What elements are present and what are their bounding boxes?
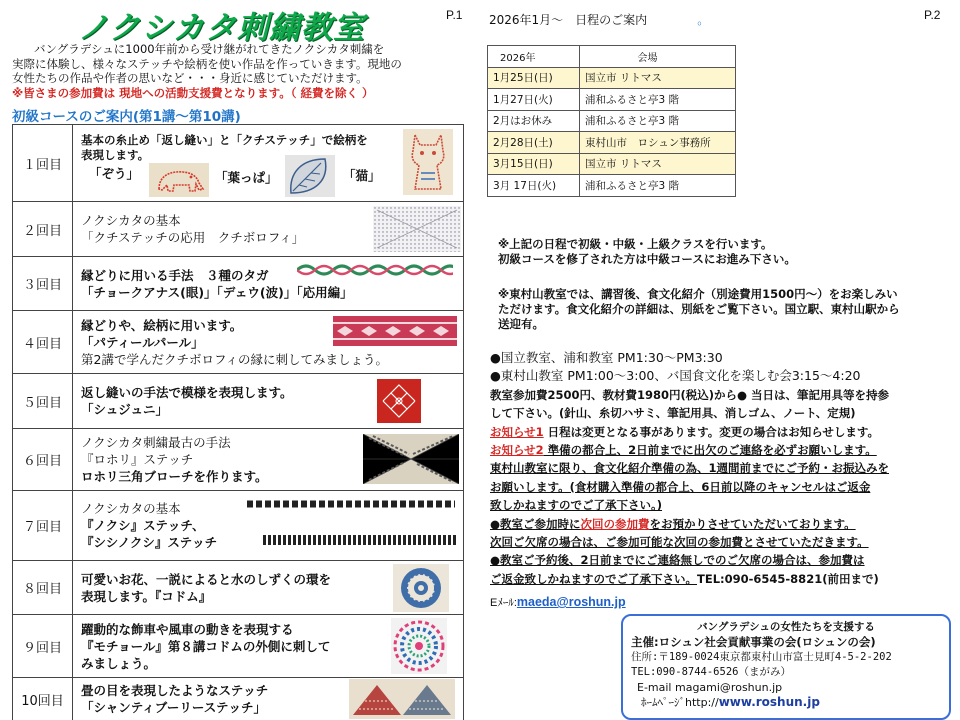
cat-label: 「猫」 — [343, 168, 381, 183]
lesson-line: 表現します。『コドム』 — [81, 588, 212, 604]
lesson-number: ８回目 — [13, 561, 73, 615]
email-line: Eﾒｰﾙ:maeda@roshun.jp — [490, 595, 626, 609]
info-line: ●教室ご予約後、2日前までにご連絡無しでのご欠席の場合は、参加費は — [490, 553, 865, 568]
intro-line-1: バングラデシュに1000年前から受け継がれてきたノクシカタ刺繍を — [34, 42, 385, 56]
elephant-embroidery-image — [149, 163, 209, 197]
schedule-row — [488, 67, 736, 89]
note-line: ※東村山教室では、講習後、食文化紹介（別途費用1500円～）をお楽しみい — [498, 287, 898, 301]
contact-tagline: バングラデシュの女性たちを支援する — [697, 621, 875, 633]
lesson-row — [13, 257, 464, 311]
intro-text — [12, 42, 474, 100]
lesson-line: 表現します。 — [81, 148, 150, 162]
info-line: 東村山教室に限り、食文化紹介準備の為、1週間前までにご予約・お振込みを — [490, 461, 889, 476]
nokshi-stitch-image — [247, 499, 455, 509]
schedule-venue: 国立市 リトマス — [580, 67, 736, 89]
schedule-date: 2月28日(土) — [488, 132, 580, 154]
lesson-row — [13, 678, 464, 720]
elephant-label: 「ぞう」 — [89, 166, 140, 181]
lesson-line: 『ロホリ』ステッチ — [81, 452, 194, 467]
lesson-line: 「パティールパール」 — [81, 334, 204, 350]
lesson-number: ４回目 — [13, 311, 73, 374]
lesson-row — [13, 125, 464, 202]
note-line: 送迎有。 — [498, 317, 544, 331]
info-line: ●東村山教室 PM1:00～3:00、バ国食文化を楽しむ会3:15～4:20 — [490, 368, 861, 384]
lesson-line: 畳の目を表現したようなステッチ — [81, 683, 269, 698]
lesson-description — [73, 615, 464, 678]
info-line: ●国立教室、浦和教室 PM1:30～PM3:30 — [490, 350, 723, 365]
lesson-description — [73, 202, 464, 257]
lesson-line: 『ノクシ』ステッチ、 — [81, 518, 205, 533]
page-number-2: P.2 — [924, 8, 941, 22]
contact-homepage: ﾎｰﾑﾍﾟｰｼﾞhttp://www.roshun.jp — [641, 695, 820, 709]
lesson-line: ノクシカタの基本 — [81, 213, 181, 228]
intro-line-3: 女性たちの作品や作者の思いなど・・・身近に感じていただけます。 — [12, 71, 368, 85]
pattir-par-stitch-image — [333, 316, 457, 346]
lesson-line: ロホリ三角ブローチを作ります。 — [81, 469, 268, 484]
lesson-row — [13, 561, 464, 615]
lesson-description — [73, 678, 464, 720]
lesson-line: 「クチステッチの応用 クチボロフィ」 — [81, 230, 305, 245]
schedule-venue: 浦和ふるさと亭3 階 — [580, 110, 736, 132]
notice-2: お知らせ2 準備の都合上、2日前までに出欠のご連絡を必ずお願いします。 — [490, 443, 877, 458]
lesson-line: 第2講で学んだクチボロフィの縁に刺してみましょう。 — [81, 351, 388, 367]
schedule-venue: 浦和ふるさと亭3 階 — [580, 89, 736, 111]
lesson-number: ５回目 — [13, 374, 73, 429]
lesson-line: 「チョークアナス(眼)」「デェウ(波)」「応用編」 — [81, 284, 353, 300]
lesson-line: ノクシカタの基本 — [81, 501, 181, 516]
email-link[interactable]: maeda@roshun.jp — [516, 595, 626, 609]
lessons-table — [12, 124, 464, 720]
class-info — [490, 349, 948, 588]
contact-email: E-mail magami@roshun.jp — [637, 681, 783, 694]
info-line: 次回ご欠席の場合は、ご参加可能な次回の参加費とさせていただきます。 — [490, 535, 869, 550]
note-line: ただけます。食文化紹介の詳細は、別紙をご覧下さい。国立駅、東村山駅から — [498, 302, 900, 316]
cat-embroidery-image — [403, 129, 453, 195]
schedule-venue: 東村山市 ロシュン事務所 — [580, 132, 736, 154]
schedule-venue: 浦和ふるさと亭3 階 — [580, 175, 736, 197]
lesson-line: 可愛いお花、一説によると水のしずくの環を — [81, 571, 332, 587]
schedule-date: 3月 17日(火) — [488, 175, 580, 197]
lesson-number: ７回目 — [13, 491, 73, 561]
rohori-stitch-image — [363, 434, 459, 484]
lesson-line: 縁どりや、絵柄に用います。 — [81, 317, 243, 333]
class-level-note — [498, 237, 943, 267]
notice-1: お知らせ1 日程は変更となる事があります。変更の場合はお知らせします。 — [490, 424, 879, 439]
page-number-1: P.1 — [446, 8, 463, 22]
kuchi-stitch-image — [373, 206, 461, 252]
lesson-row — [13, 311, 464, 374]
info-line: して下さい。(針山、糸切ハサミ、筆記用具、消しゴム、ノート、定規) — [490, 406, 856, 421]
page-title: ノクシカタ刺繍教室 — [78, 10, 366, 46]
lesson-description — [73, 311, 464, 374]
food-culture-note — [498, 287, 948, 332]
lesson-line: 躍動的な飾車や風車の動きを表現する — [81, 621, 294, 637]
schedule-date: 2月はお休み — [488, 110, 580, 132]
homepage-link[interactable]: www.roshun.jp — [718, 695, 820, 709]
info-line: 教室参加費2500円、教材費1980円(税込)から● 当日は、筆記用具等を持参 — [490, 387, 890, 402]
lesson-row — [13, 202, 464, 257]
lesson-line: 『シシノクシ』ステッチ — [81, 535, 218, 550]
lesson-line: 「シャンティブーリーステッチ」 — [81, 700, 267, 715]
lesson-number: 10回目 — [13, 678, 73, 720]
lesson-number: １回目 — [13, 125, 73, 202]
lesson-description — [73, 125, 464, 202]
schedule-table — [487, 45, 736, 197]
info-line: ご返金致しかねますのでご了承下さい。TEL:090-6545-8821(前田まで) — [490, 571, 879, 586]
schedule-col-date: 2026年 — [488, 46, 580, 68]
kodom-flower-image — [393, 564, 449, 612]
shishi-nokshi-stitch-image — [263, 533, 457, 547]
lesson-row — [13, 429, 464, 491]
leaf-label: 「葉っぱ」 — [215, 170, 278, 185]
lesson-description — [73, 374, 464, 429]
taga-stitch-image — [297, 262, 453, 278]
lesson-number: ６回目 — [13, 429, 73, 491]
lesson-number: ３回目 — [13, 257, 73, 311]
section-heading: 初級コースのご案内(第1講～第10講) — [12, 109, 241, 125]
schedule-col-venue: 会場 — [580, 46, 736, 68]
schedule-row — [488, 132, 736, 154]
mochor-wheel-image — [391, 618, 447, 674]
contact-box — [621, 614, 951, 720]
schedule-date: 1月27日(火) — [488, 89, 580, 111]
info-line: ●教室ご参加時に次回の参加費をお預かりさせていただいております。 — [490, 516, 856, 531]
contact-address: 住所:〒189-0024東京都東村山市富士見町4-5-2-202 — [631, 651, 892, 663]
schedule-row — [488, 153, 736, 175]
lesson-row — [13, 374, 464, 429]
schedule-date: 1月25日(日) — [488, 67, 580, 89]
lesson-line: 返し縫いの手法で模様を表現します。 — [81, 385, 293, 400]
schedule-venue: 国立市 リトマス — [580, 153, 736, 175]
schedule-heading: 2026年1月～ 日程のご案内 。 — [489, 13, 710, 27]
info-line: お願いします。(食材購入準備の都合上、6日前以降のキャンセルはご返金 — [490, 479, 871, 494]
lesson-description — [73, 561, 464, 615]
sujuni-stitch-image — [377, 379, 421, 423]
note-line: 初級コースを修了された方は中級コースにお進み下さい。 — [498, 252, 796, 266]
lesson-number: ９回目 — [13, 615, 73, 678]
schedule-header-row — [488, 46, 736, 68]
note-line: ※上記の日程で初級・中級・上級クラスを行います。 — [498, 237, 773, 251]
lesson-description — [73, 491, 464, 561]
lesson-line: 『モチョール』第８講コドムの外側に刺して — [81, 638, 331, 654]
intro-line-2: 実際に体験し、様々なステッチや絵柄を使い作品を作っていきます。現地の — [12, 56, 402, 71]
lesson-line: 縁どりに用いる手法 ３種のタガ — [81, 267, 269, 283]
intro-fee-note: ※皆さまの参加費は 現地への活動支援費となります。（ 経費を除く ） — [12, 85, 374, 100]
schedule-date: 3月15日(日) — [488, 153, 580, 175]
lesson-line: みましょう。 — [81, 655, 157, 671]
lesson-description — [73, 257, 464, 311]
lesson-line: 「シュジュニ」 — [81, 402, 169, 417]
shanti-buri-stitch-image — [349, 679, 455, 719]
lesson-number: ２回目 — [13, 202, 73, 257]
lesson-description — [73, 429, 464, 491]
schedule-row — [488, 175, 736, 197]
schedule-row — [488, 110, 736, 132]
lesson-line: ノクシカタ刺繍最古の手法 — [81, 435, 231, 450]
contact-phone: TEL:090-8744-6526（まがみ） — [631, 666, 791, 678]
info-line: 致しかねますのでご了承下さい。) — [490, 498, 663, 513]
lesson-line: 基本の糸止め「返し縫い」と「クチステッチ」で絵柄を — [81, 133, 368, 147]
leaf-embroidery-image — [285, 155, 335, 197]
lesson-row — [13, 615, 464, 678]
contact-organizer: 主催:ロシュン社会貢献事業の会(ロシュンの会) — [631, 635, 876, 649]
schedule-row — [488, 89, 736, 111]
lesson-row — [13, 491, 464, 561]
